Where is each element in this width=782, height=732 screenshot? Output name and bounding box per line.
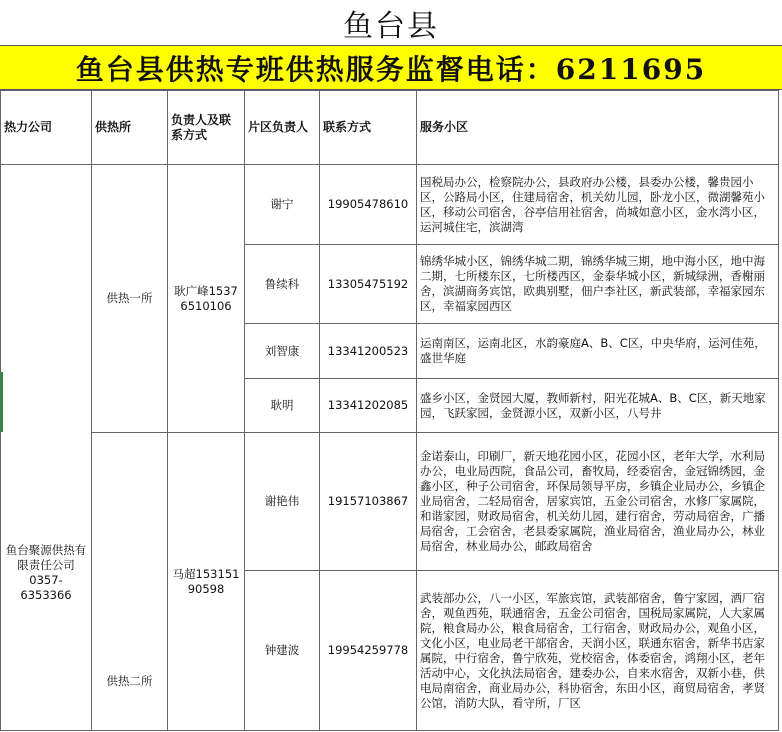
- station-leader: 马超15315190598: [168, 433, 245, 731]
- header-district-leader: 片区负责人: [245, 91, 320, 165]
- district-leader: 耿明: [245, 379, 320, 433]
- station-cell: 供热一所: [92, 165, 168, 433]
- selection-edge-marker: [1, 372, 3, 432]
- district-phone: 13305475192: [320, 245, 417, 324]
- company-name: 鱼台聚源供热有限责任公司0357-6353366: [5, 542, 87, 602]
- service-areas: [417, 245, 779, 324]
- header-company: 热力公司: [1, 91, 92, 165]
- district-phone: 19157103867: [320, 433, 417, 571]
- header-leader: 负责人及联系方式: [168, 91, 245, 165]
- service-areas-text: 国税局办公，检察院办公，县政府办公楼，县委办公楼，馨贵园小区，公路局小区，住建局宿舍，机关幼儿园，卧龙小区，微湖馨苑小区，移动公司宿舍，谷亭信用社宿舍，尚城如意小区，金水湾小区，运河城住宅，滨湖湾: [420, 174, 765, 234]
- service-areas: [417, 571, 779, 731]
- service-areas-text: 金诺泰山，印刷厂，新天地花园小区，花园小区，老年大学，水利局办公，电业局西院，食品公司，畜牧局，经委宿舍，金冠锦绣园，金鑫小区，种子公司宿舍，环保局领导平房，乡镇企业局办公，乡镇企业局宿舍，二轻局宿舍，居家宾馆，五金公司宿舍，水修厂家属院，和谐家园，财政局宿舍，机关幼儿园，建行宿舍，劳动局宿舍，广播局宿舍，工会宿舍，老县委家属院，渔业局宿舍，渔业局办公，林业局宿舍，林业局办公，邮政局宿舍: [420, 449, 765, 553]
- service-areas-text: 盛乡小区，金贤园大厦，教师新村，阳光花城A、B、C区，新天地家园，飞跃家园，金贤源小区，双新小区，八号井: [420, 390, 766, 420]
- district-leader: 刘智康: [245, 324, 320, 379]
- district-phone: 19905478610: [320, 165, 417, 245]
- district-leader: 鲁续科: [245, 245, 320, 324]
- service-areas: [417, 433, 779, 571]
- service-table: [0, 90, 779, 731]
- header-contact: 联系方式: [320, 91, 417, 165]
- service-areas: [417, 165, 779, 245]
- table-row: [1, 433, 779, 571]
- station-leader: 耿广峰15376510106: [168, 165, 245, 433]
- station-name: 供热二所: [106, 674, 153, 688]
- district-phone: 19954259778: [320, 571, 417, 731]
- company-cell: [1, 165, 92, 731]
- district-leader: 钟建波: [245, 571, 320, 731]
- header-row: [1, 91, 779, 165]
- header-station: 供热所: [92, 91, 168, 165]
- district-phone: 13341200523: [320, 324, 417, 379]
- district-leader: 谢宁: [245, 165, 320, 245]
- service-areas: [417, 324, 779, 379]
- station-cell: [92, 433, 168, 731]
- district-phone: 13341202085: [320, 379, 417, 433]
- service-areas-text: 锦绣华城小区，锦绣华城二期，锦绣华城三期，地中海小区，地中海二期，七所楼东区，七所楼西区，金泰华城小区，新城绿洲，香榭丽舍，滨湖商务宾馆，欧典别墅，佃户李社区，新武装部，幸福家园东区，幸福家园西区: [420, 254, 765, 313]
- service-areas: [417, 379, 779, 433]
- hotline-banner: 鱼台县供热专班供热服务监督电话：6211695: [0, 46, 782, 90]
- table-row: [1, 165, 779, 245]
- header-service-area: 服务小区: [417, 91, 779, 165]
- district-leader: 谢艳伟: [245, 433, 320, 571]
- service-areas-text: 武装部办公，八一小区，军旅宾馆，武装部宿舍，鲁宁家园，酒厂宿舍，观鱼西苑，联通宿舍，五金公司宿舍，国税局家属院，人大家属院，粮食局办公，粮食局宿舍，工行宿舍，财政局办公，观鱼小区，文化小区，电业局老干部宿舍，天润小区，联通东宿舍，新华书店家属院，中行宿舍，鲁宁欣苑，党校宿舍，体委宿舍，鸿翔小区，老年活动中心，文化执法局宿舍，建委办公，自来水宿舍，双新小巷，供电局南宿舍，商业局办公，科协宿舍，东田小区，商贸局宿舍，孝贤公馆，消防大队，看守所，厂区: [420, 590, 765, 710]
- service-areas-text: 运南南区，运南北区，水韵豪庭A、B、C区，中央华府，运河佳苑，盛世华庭: [420, 336, 766, 365]
- sheet-title: 鱼台县: [0, 0, 782, 46]
